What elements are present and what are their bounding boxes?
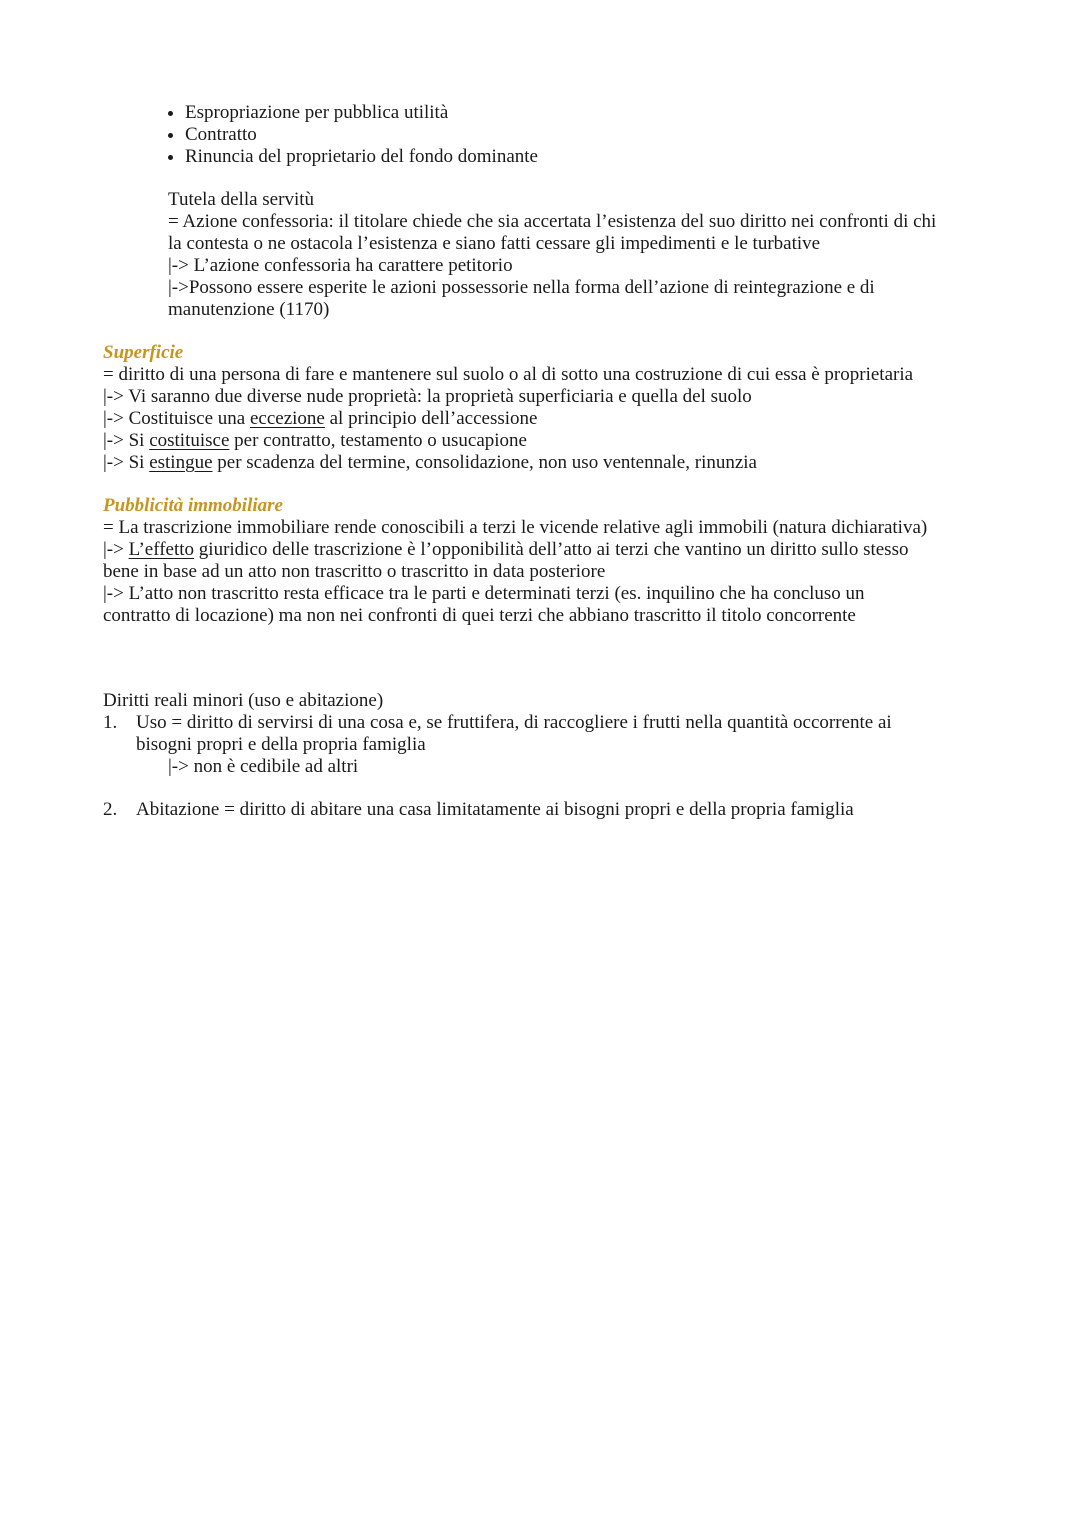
estinzione-list	[168, 102, 538, 168]
bullet-icon	[168, 111, 173, 116]
list-item: Contratto	[168, 124, 538, 146]
superficie-point: |-> Si estingue per scadenza del termine, consolidazione, non uso ventennale, rinunzia	[103, 452, 757, 473]
superficie-point: |-> Costituisce una eccezione al principio dell’accessione	[103, 408, 538, 429]
section-heading-pubblicita: Pubblicità immobiliare	[103, 495, 283, 516]
tutela-line: manutenzione (1170)	[168, 299, 330, 320]
tutela-line: = Azione confessoria: il titolare chiede che sia accertata l’esistenza del suo diritto nei confronti di chi	[168, 211, 937, 232]
pubblicita-point-cont: bene in base ad un atto non trascritto o trascritto in data posteriore	[103, 561, 606, 582]
superficie-definition: = diritto di una persona di fare e mantenere sul suolo o al di sotto una costruzione di cui essa è proprietaria	[103, 364, 914, 385]
superficie-point: |-> Vi saranno due diverse nude proprietà: la proprietà superficiaria e quella del suolo	[103, 386, 752, 407]
numbered-item-1: 1. Uso = diritto di servirsi di una cosa e, se fruttifera, di raccogliere i frutti nella quantità occorrente ai	[103, 712, 892, 733]
tutela-line: |->Possono essere esperite le azioni possessorie nella forma dell’azione di reintegrazione e di	[168, 277, 875, 298]
bullet-icon	[168, 133, 173, 138]
tutela-title: Tutela della servitù	[168, 189, 314, 210]
diritti-reali-title: Diritti reali minori (uso e abitazione)	[103, 690, 384, 711]
tutela-line: |-> L’azione confessoria ha carattere petitorio	[168, 255, 513, 276]
bullet-icon	[168, 155, 173, 160]
numbered-item-1-sub: |-> non è cedibile ad altri	[168, 756, 359, 777]
numbered-item-1-cont: bisogni propri e della propria famiglia	[136, 734, 426, 755]
pubblicita-point: |-> L’effetto giuridico delle trascrizione è l’opponibilità dell’atto ai terzi che vantino un diritto sullo stesso	[103, 539, 909, 560]
tutela-line: la contesta o ne ostacola l’esistenza e siano fatti cessare gli impedimenti e le turbative	[168, 233, 821, 254]
numbered-item-2: 2. Abitazione = diritto di abitare una casa limitatamente ai bisogni propri e della propria famiglia	[103, 799, 854, 820]
superficie-point: |-> Si costituisce per contratto, testamento o usucapione	[103, 430, 527, 451]
pubblicita-point: |-> L’atto non trascritto resta efficace tra le parti e determinati terzi (es. inquilino che ha concluso un	[103, 583, 865, 604]
pubblicita-definition: = La trascrizione immobiliare rende conoscibili a terzi le vicende relative agli immobili (natura dichiarativa)	[103, 517, 928, 538]
pubblicita-point-cont: contratto di locazione) ma non nei confronti di quei terzi che abbiano trascritto il titolo concorrente	[103, 605, 856, 626]
list-item: Espropriazione per pubblica utilità	[168, 102, 538, 124]
list-item: Rinuncia del proprietario del fondo dominante	[168, 146, 538, 168]
section-heading-superficie: Superficie	[103, 342, 184, 363]
